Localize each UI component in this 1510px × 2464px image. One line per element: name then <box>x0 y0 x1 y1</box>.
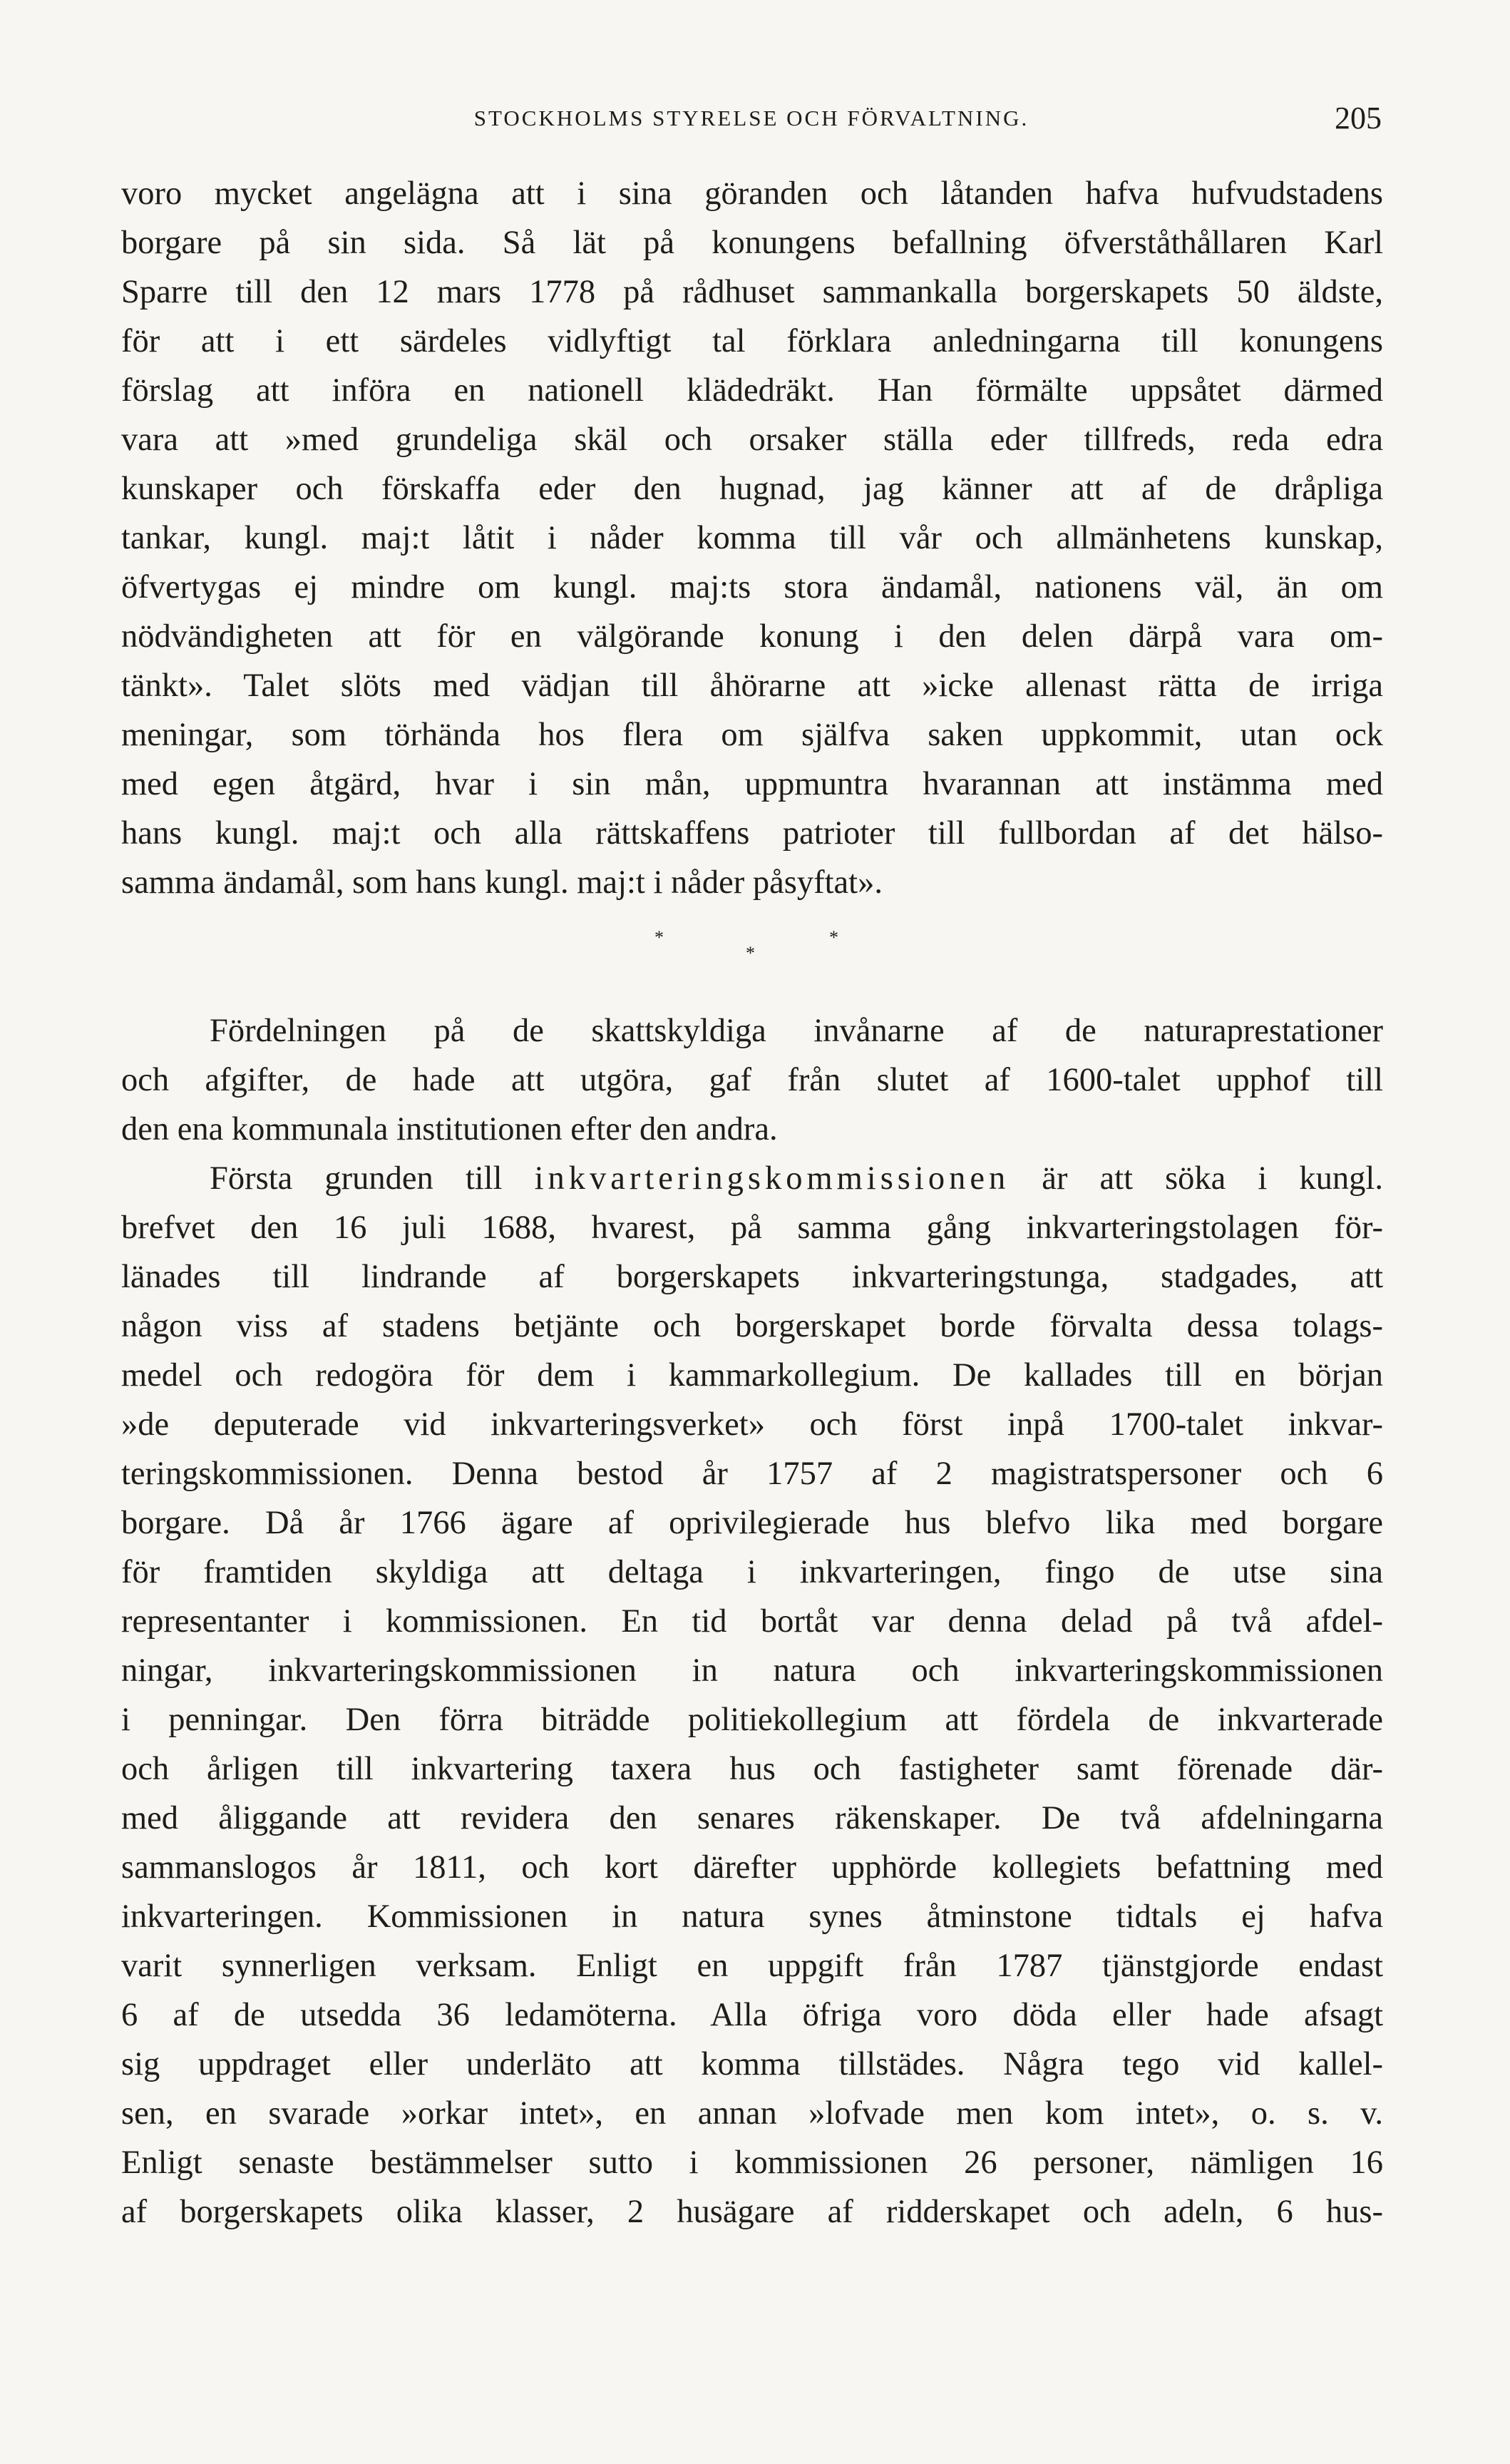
section-separator-asterisks <box>0 929 1510 964</box>
text-line: Enligt senaste bestämmelser sutto i kommissionen 26 personer, nämligen 16 <box>121 2145 1383 2181</box>
text-line: af borgerskapets olika klasser, 2 husägare af ridderskapet och adeln, 6 hus- <box>121 2194 1383 2230</box>
text-line: borgare. Då år 1766 ägare af oprivilegierade hus blefvo lika med borgare <box>121 1505 1383 1541</box>
text-line: vara att »med grundeliga skäl och orsaker ställa eder tillfreds, reda edra <box>121 421 1383 458</box>
text-line: tankar, kungl. maj:t låtit i nåder komma till vår och allmänhetens kunskap, <box>121 520 1383 556</box>
text-line: tänkt». Talet slöts med vädjan till åhörarne att »icke allenast rätta de irriga <box>121 668 1383 704</box>
text-line: samma ändamål, som hans kungl. maj:t i nåder påsyftat». <box>121 864 883 901</box>
text-line-first <box>121 1154 1383 1203</box>
text-line: meningar, som törhända hos flera om själfva saken uppkommit, utan ock <box>121 717 1383 753</box>
text-line: varit synnerligen verksam. Enligt en uppgift från 1787 tjänstgjorde endast <box>121 1948 1383 1984</box>
text-line: med åliggande att revidera den senares räkenskaper. De två afdelningarna <box>121 1800 1383 1836</box>
text-line: öfvertygas ej mindre om kungl. maj:ts stora ändamål, nationens väl, än om <box>121 569 1383 605</box>
text-line: förslag att införa en nationell klädedräkt. Han förmälte uppsåtet därmed <box>121 372 1383 409</box>
text-line: voro mycket angelägna att i sina göranden och låtanden hafva hufvudstadens <box>121 175 1383 212</box>
text-line: medel och redogöra för dem i kammarkollegium. De kallades till en början <box>121 1357 1383 1394</box>
text-line: för framtiden skyldiga att deltaga i inkvarteringen, fingo de utse sina <box>121 1554 1383 1590</box>
running-header <box>121 100 1382 143</box>
text-fragment: Första grunden till <box>210 1160 535 1197</box>
text-line: sig uppdraget eller underläto att komma tillstädes. Några tego vid kallel- <box>121 2046 1383 2082</box>
text-line: borgare på sin sida. Så lät på konungens befallning öfverståthållaren Karl <box>121 225 1383 261</box>
text-line: sen, en svarade »orkar intet», en annan »lofvade men kom intet», o. s. v. <box>121 2095 1383 2132</box>
text-line: nödvändigheten att för en välgörande konung i den delen därpå vara om- <box>121 618 1383 655</box>
text-line: någon viss af stadens betjänte och borgerskapet borde förvalta dessa tolags- <box>121 1308 1383 1344</box>
text-line: i penningar. Den förra biträdde politiekollegium att fördela de inkvarterade <box>121 1702 1383 1738</box>
text-line: representanter i kommissionen. En tid bortåt var denna delad på två afdel- <box>121 1603 1383 1640</box>
text-line: 6 af de utsedda 36 ledamöterna. Alla öfriga voro döda eller hade afsagt <box>121 1997 1383 2033</box>
running-title: STOCKHOLMS STYRELSE OCH FÖRVALTNING. <box>473 106 1029 131</box>
paragraph-national-costume <box>121 169 1383 907</box>
text-line: den ena kommunala institutionen efter den andra. <box>121 1111 778 1147</box>
text-line: med egen åtgärd, hvar i sin mån, uppmuntra hvarannan att instämma med <box>121 766 1383 802</box>
text-line: för att i ett särdeles vidlyftigt tal förklara anledningarna till konungens <box>121 323 1383 359</box>
text-line: »de deputerade vid inkvarteringsverket» och först inpå 1700-talet inkvar- <box>121 1406 1383 1443</box>
asterisk-mark: * <box>829 927 838 948</box>
text-line: sammanslogos år 1811, och kort därefter upphörde kollegiets befattning med <box>121 1849 1383 1886</box>
text-line: Sparre till den 12 mars 1778 på rådhuset sammankalla borgerskapets 50 äldste, <box>121 274 1383 310</box>
text-line: ningar, inkvarteringskommissionen in natura och inkvarteringskommissionen <box>121 1652 1383 1689</box>
section-municipal-institutions <box>121 1006 1383 2236</box>
spaced-term: inkvarteringskommissionen <box>534 1160 1010 1197</box>
text-line: teringskommissionen. Denna bestod år 1757 af 2 magistratspersoner och 6 <box>121 1456 1383 1492</box>
asterisk-mark: * <box>746 943 755 963</box>
text-fragment: är att söka i kungl. <box>1010 1160 1383 1197</box>
text-line: och afgifter, de hade att utgöra, gaf från slutet af 1600-talet upphof till <box>121 1062 1383 1098</box>
text-line: kunskaper och förskaffa eder den hugnad, jag känner att af de dråpliga <box>121 471 1383 507</box>
text-line: och årligen till inkvartering taxera hus och fastigheter samt förenade där- <box>121 1751 1383 1787</box>
text-line: hans kungl. maj:t och alla rättskaffens patrioter till fullbordan af det hälso- <box>121 815 1383 852</box>
page-number: 205 <box>1335 101 1382 136</box>
text-line: länades till lindrande af borgerskapets inkvarteringstunga, stadgades, att <box>121 1259 1383 1295</box>
text-line: Fördelningen på de skattskyldiga invånarne af de naturaprestationer <box>210 1013 1383 1049</box>
asterisk-mark: * <box>654 927 664 948</box>
text-line: brefvet den 16 juli 1688, hvarest, på samma gång inkvarteringstolagen för- <box>121 1210 1383 1246</box>
text-line: inkvarteringen. Kommissionen in natura synes åtminstone tidtals ej hafva <box>121 1898 1383 1935</box>
